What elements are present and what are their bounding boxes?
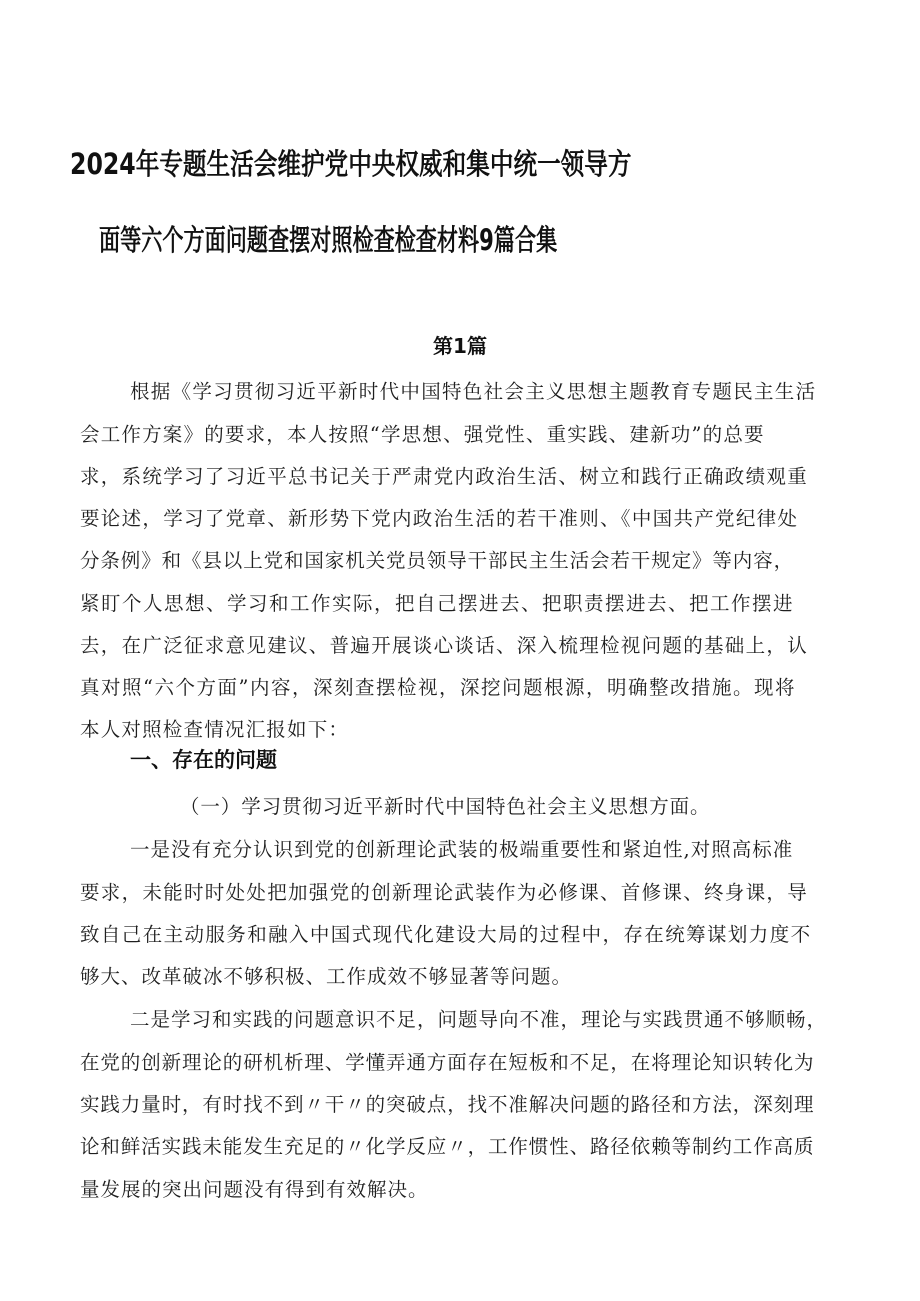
intro-line: 去，在广泛征求意见建议、普遍开展谈心谈话、深入梳理检视问题的基础上，认 xyxy=(80,634,809,657)
para1-line: 要求，未能时时处处把加强党的创新理论武装作为必修课、首修课、终身课，导 xyxy=(80,881,809,904)
intro-line: 紧盯个人思想、学习和工作实际，把自己摆进去、把职责摆进去、把工作摆进 xyxy=(80,592,795,615)
para2-line: 二是学习和实践的问题意识不足，问题导向不准，理论与实践贯通不够顺畅， xyxy=(130,1008,828,1031)
document-title-line-1: 2024年专题生活会维护党中央权威和集中统一领导方 xyxy=(70,147,632,181)
intro-line: 分条例》和《县以上党和国家机关党员领导干部民主生活会若干规定》等内容， xyxy=(80,549,795,572)
intro-line: 会工作方案》的要求，本人按照“学思想、强党性、重实践、建新功”的总要 xyxy=(80,423,765,446)
section-heading: 一、存在的问题 xyxy=(130,748,277,772)
intro-line: 根据《学习贯彻习近平新时代中国特色社会主义思想主题教育专题民主生活 xyxy=(130,380,817,403)
para2-line: 在党的创新理论的研机析理、学懂弄通方面存在短板和不足，在将理论知识转化为 xyxy=(80,1051,815,1074)
intro-line: 本人对照检查情况汇报如下： xyxy=(80,718,350,741)
para2-line: 实践力量时，有时找不到〃干〃的突破点，找不准解决问题的路径和方法，深刻理 xyxy=(80,1093,815,1116)
section-label: 第1篇 xyxy=(433,334,487,358)
intro-line: 要论述，学习了党章、新形势下党内政治生活的若干准则、《中国共产党纪律处 xyxy=(80,507,799,530)
para2-line: 量发展的突出问题没有得到有效解决。 xyxy=(80,1178,429,1201)
para1-line: 够大、改革破冰不够积极、工作成效不够显著等问题。 xyxy=(80,965,573,988)
intro-line: 求，系统学习了习近平总书记关于严肃党内政治生活、树立和践行正确政绩观重 xyxy=(80,465,809,488)
intro-line: 真对照“六个方面”内容，深刻查摆检视，深挖问题根源，明确整改措施。现将 xyxy=(80,676,796,699)
subsection-heading: （一）学习贯彻习近平新时代中国特色社会主义思想方面。 xyxy=(180,795,711,818)
para1-line: 一是没有充分认识到党的创新理论武装的极端重要性和紧迫性,对照高标准 xyxy=(130,838,794,861)
para2-line: 论和鲜活实践未能发生充足的〃化学反应〃，工作惯性、路径依赖等制约工作高质 xyxy=(80,1135,815,1158)
para1-line: 致自己在主动服务和融入中国式现代化建设大局的过程中，存在统筹谋划力度不 xyxy=(80,923,812,946)
document-title-line-2: 面等六个方面问题查摆对照检查检查材料9篇合集 xyxy=(99,223,558,257)
